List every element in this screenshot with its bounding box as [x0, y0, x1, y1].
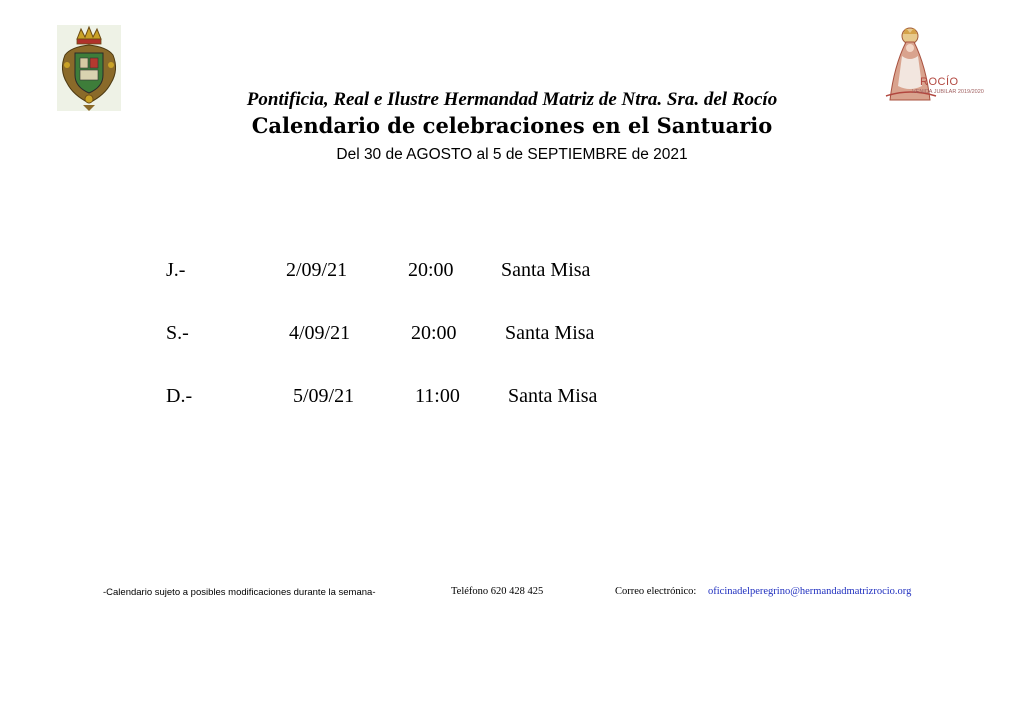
- event-name: Santa Misa: [505, 322, 595, 344]
- event-name: Santa Misa: [508, 385, 598, 407]
- day-label: D.-: [166, 385, 193, 407]
- logo-subtext: VENIDA JUBILAR 2019/2020: [912, 89, 984, 95]
- footer-email-label: Correo electrónico:: [615, 586, 697, 597]
- footer-phone: Teléfono 620 428 425: [451, 586, 544, 597]
- date-value: 2/09/21: [286, 259, 348, 281]
- event-name: Santa Misa: [501, 259, 591, 281]
- day-label: S.-: [166, 322, 189, 344]
- footer-note: -Calendario sujeto a posibles modificaciones durante la semana-: [103, 587, 376, 598]
- date-range-subtitle: Del 30 de AGOSTO al 5 de SEPTIEMBRE de 2021: [336, 146, 688, 163]
- page-title: Calendario de celebraciones en el Santuario: [251, 113, 773, 138]
- date-value: 4/09/21: [289, 322, 351, 344]
- day-label: J.-: [166, 259, 186, 281]
- time-value: 11:00: [415, 385, 460, 407]
- date-value: 5/09/21: [293, 385, 355, 407]
- time-value: 20:00: [408, 259, 454, 281]
- logo-text: ROCÍO: [920, 76, 959, 88]
- footer-email-link[interactable]: oficinadelperegrino@hermandadmatrizrocio.org: [708, 586, 912, 597]
- hermandad-name: Pontificia, Real e Ilustre Hermandad Matriz de Ntra. Sra. del Rocío: [246, 89, 778, 110]
- time-value: 20:00: [411, 322, 457, 344]
